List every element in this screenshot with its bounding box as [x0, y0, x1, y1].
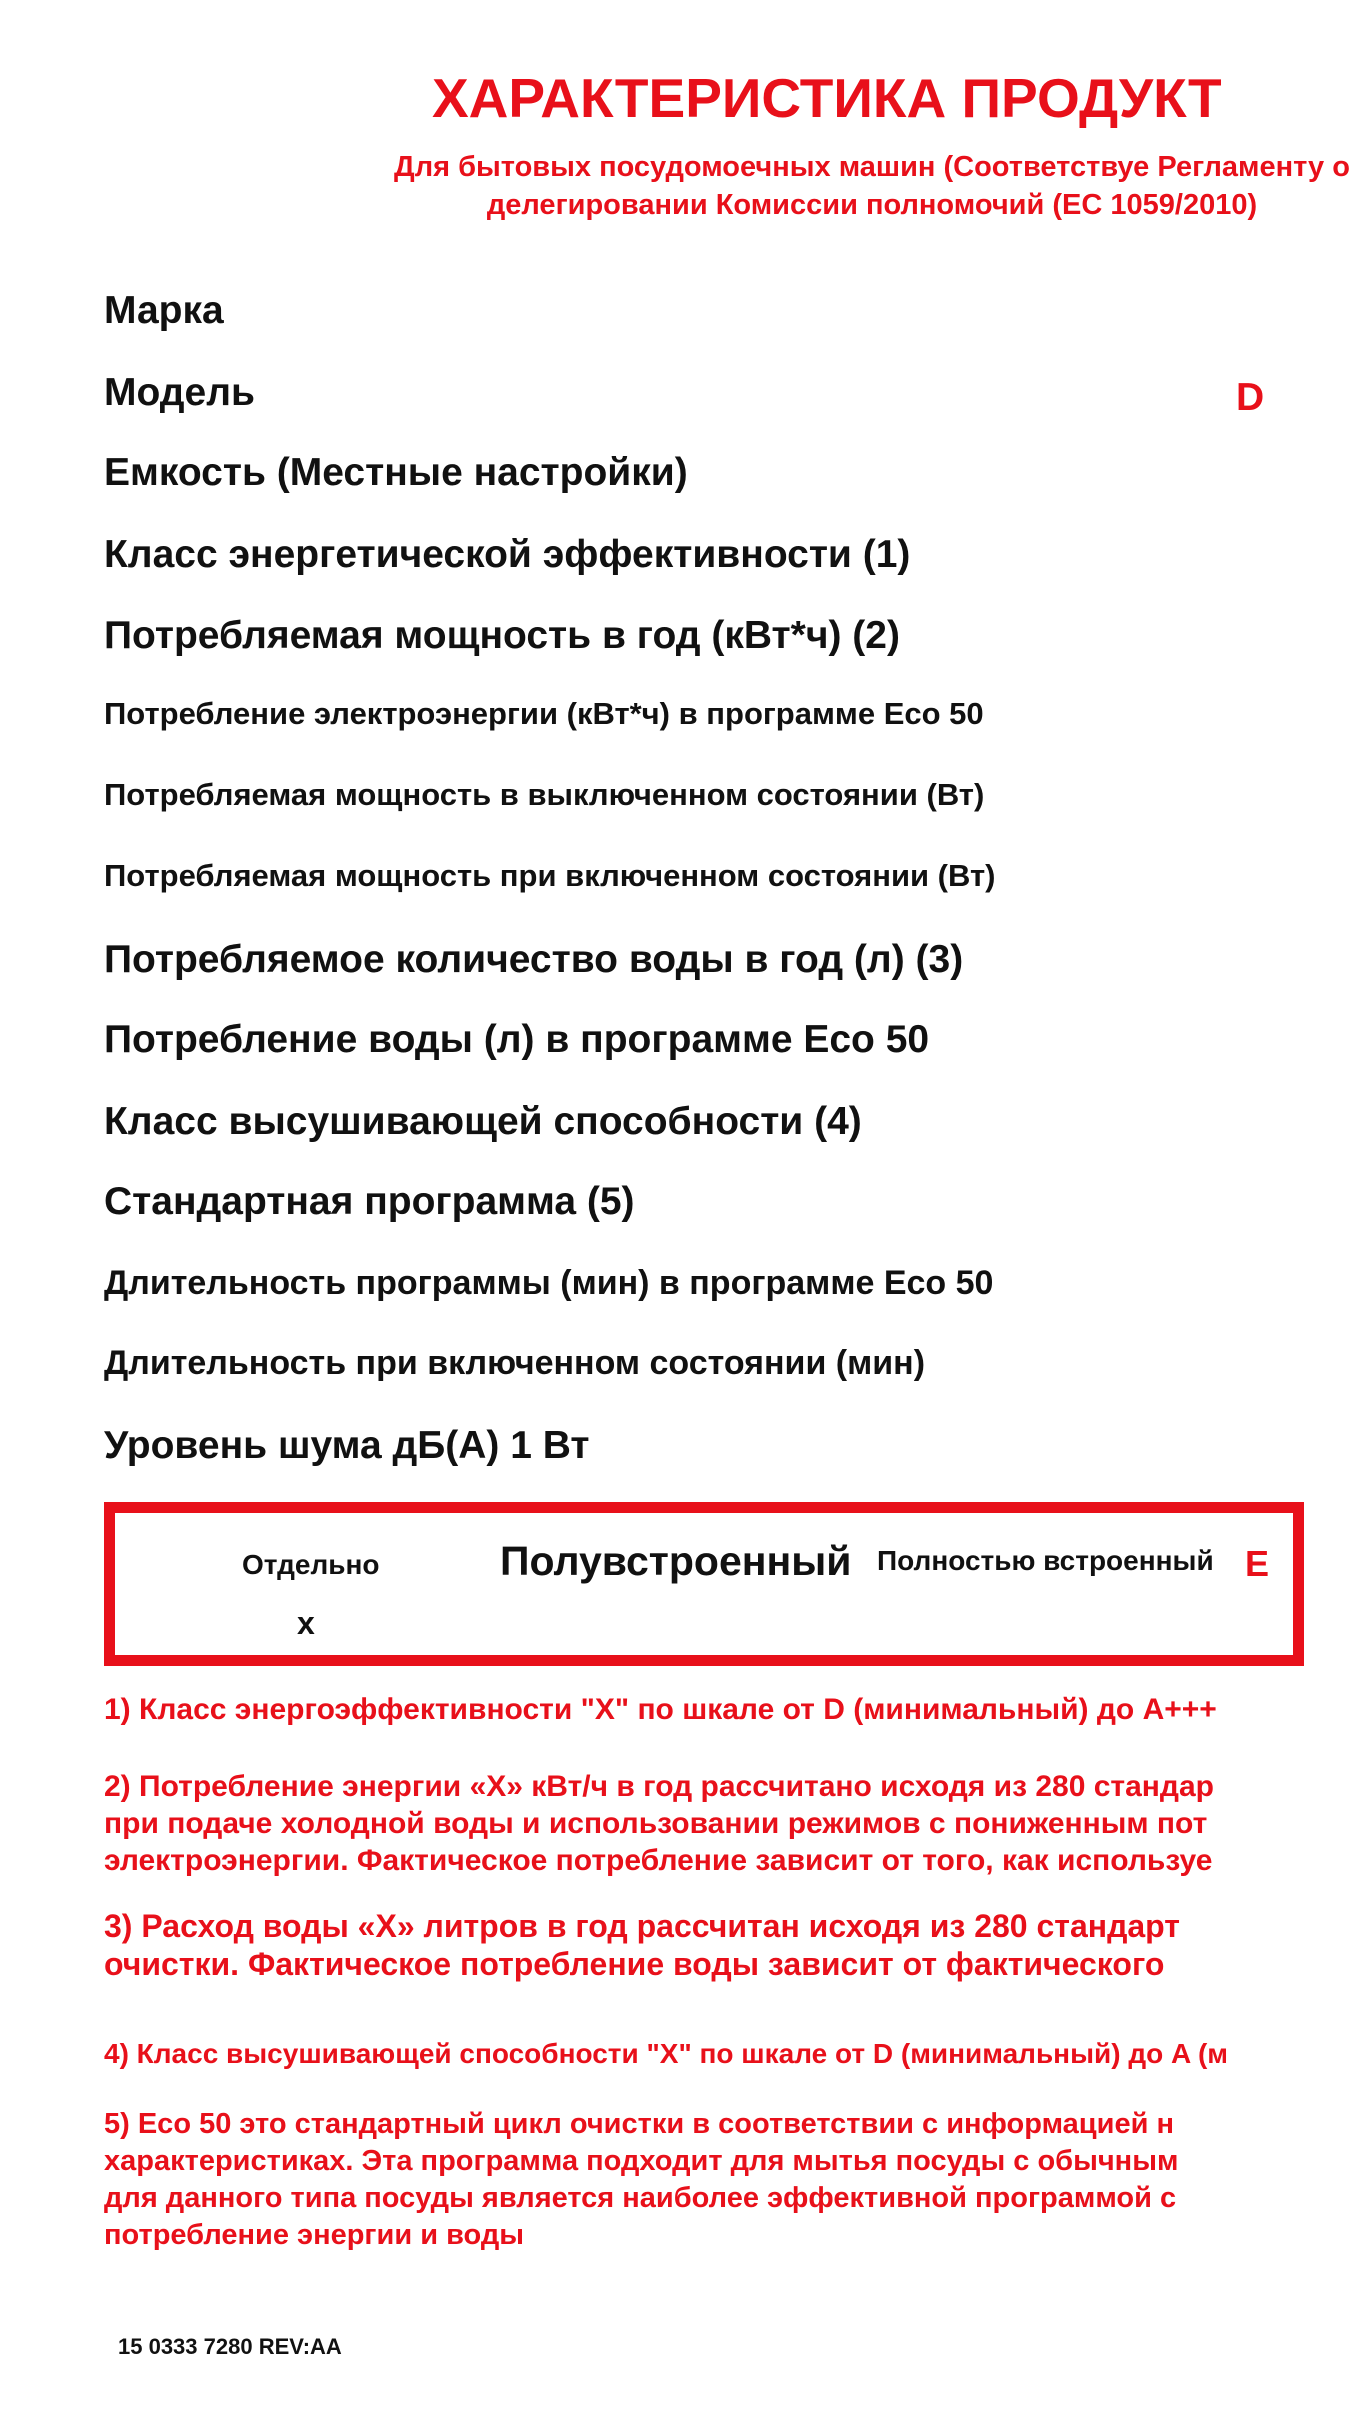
row-brand: Марка	[104, 289, 224, 332]
row-annual-energy: Потребляемая мощность в год (кВт*ч) (2)	[104, 614, 900, 657]
row-eco-water: Потребление воды (л) в программе Eco 50	[104, 1018, 930, 1061]
footnote-4: 4) Класс высушивающей способности "X" по шкале от D (минимальный) до A (м	[104, 2038, 1228, 2069]
row-standard-program: Стандартная программа (5)	[104, 1180, 635, 1223]
row-off-mode-power: Потребляемая мощность в выключенном состоянии (Вт)	[104, 777, 985, 812]
row-noise-level: Уровень шума дБ(А) 1 Вт	[104, 1424, 590, 1467]
row-capacity: Емкость (Местные настройки)	[104, 451, 688, 494]
page-title: ХАРАКТЕРИСТИКА ПРОДУКТ	[432, 67, 1222, 129]
installation-type-box	[104, 1502, 1304, 1666]
option-fully-integrated: Полностью встроенный	[877, 1545, 1214, 1576]
footnote-3: 3) Расход воды «X» литров в год рассчитан исходя из 280 стандарт очистки. Фактическое потребление воды зависит от фактического	[104, 1908, 1180, 1982]
footnote-2: 2) Потребление энергии «X» кВт/ч в год рассчитано исходя из 280 стандар при подаче холодной воды и использовании режимов с пониженным пот электроэнергии. Фактическое потребление зависит от того, как используе	[104, 1770, 1214, 1877]
row-annual-water: Потребляемое количество воды в год (л) (3)	[104, 938, 964, 981]
row-model: Модель	[104, 371, 255, 414]
footnote-1: 1) Класс энергоэффективности "X" по шкале от D (минимальный) до A+++	[104, 1693, 1217, 1726]
option-semi-integrated: Полувстроенный	[500, 1538, 852, 1584]
row-drying-class: Класс высушивающей способности (4)	[104, 1100, 862, 1143]
selected-mark: x	[297, 1605, 315, 1641]
document-code: 15 0333 7280 REV:AA	[118, 2334, 342, 2359]
row-energy-class: Класс энергетической эффективности (1)	[104, 533, 911, 576]
row-eco-energy: Потребление электроэнергии (кВт*ч) в программе Eco 50	[104, 696, 984, 731]
row-left-on-duration: Длительность при включенном состоянии (мин)	[104, 1344, 926, 1382]
footnote-5: 5) Eco 50 это стандартный цикл очистки в соответствии с информацией н характеристиках. Эта программа подходит для мытья посуды с обычным для данного типа посуды является наиболее эффективной программой с потребление энергии и воды	[104, 2108, 1179, 2251]
option-freestanding: Отдельно	[242, 1549, 380, 1580]
option-partial: E	[1245, 1543, 1270, 1584]
model-value: D	[1236, 376, 1265, 419]
row-left-on-power: Потребляемая мощность при включенном состоянии (Вт)	[104, 858, 996, 893]
page-subtitle: Для бытовых посудомоечных машин (Соответствуе Регламенту о делегировании Комиссии полномочий (ЕС 1059/2010)	[394, 151, 1350, 221]
row-eco-duration: Длительность программы (мин) в программе Eco 50	[104, 1264, 994, 1302]
